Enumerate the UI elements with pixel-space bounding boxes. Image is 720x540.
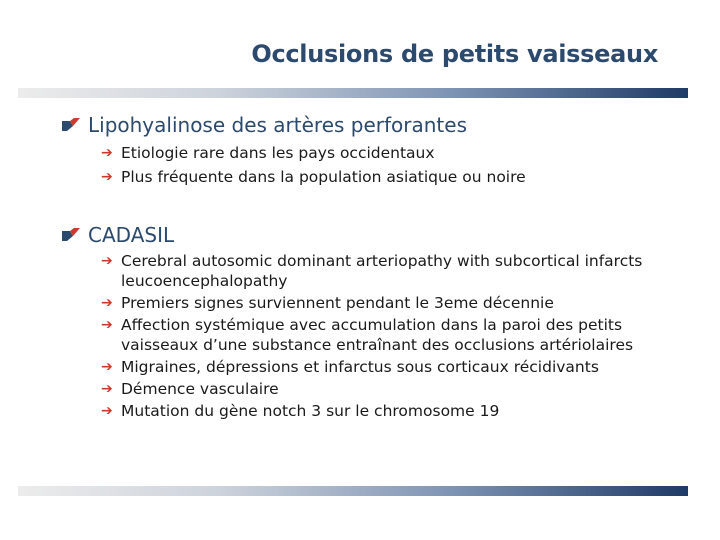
bottom-divider-bar — [18, 486, 688, 496]
list-item — [101, 141, 526, 165]
slide-title: Occlusions de petits vaisseaux — [251, 40, 658, 68]
folded-ribbon-icon — [62, 228, 80, 242]
list-item — [101, 293, 661, 313]
list-item — [101, 379, 661, 399]
section-heading — [62, 222, 692, 248]
bullet-list — [101, 141, 526, 189]
list-item-text: Etiologie rare dans les pays occidentaux — [121, 144, 435, 162]
list-item-text: Plus fréquente dans la population asiatique ou noire — [121, 168, 526, 186]
top-divider-bar — [18, 88, 688, 98]
section-heading — [62, 112, 526, 138]
bullet-list — [101, 251, 661, 421]
list-item-text: Premiers signes surviennent pendant le 3eme décennie — [121, 294, 554, 312]
list-item — [101, 401, 661, 421]
list-item — [101, 165, 526, 189]
section-heading-text: Lipohyalinose des artères perforantes — [88, 113, 467, 137]
list-item — [101, 251, 661, 291]
list-item — [101, 357, 661, 377]
right-arrow-icon: ➔ — [101, 381, 113, 397]
right-arrow-icon: ➔ — [101, 145, 113, 161]
section-heading-text: CADASIL — [88, 223, 175, 247]
folded-ribbon-icon — [62, 118, 80, 132]
right-arrow-icon: ➔ — [101, 295, 113, 311]
list-item-text: Affection systémique avec accumulation dans la paroi des petits vaisseaux d’une substance entraînant des occlusions artériolaires — [121, 316, 634, 354]
right-arrow-icon: ➔ — [101, 359, 113, 375]
list-item — [101, 315, 661, 355]
list-item-text: Mutation du gène notch 3 sur le chromosome 19 — [121, 402, 500, 420]
right-arrow-icon: ➔ — [101, 317, 113, 333]
list-item-text: Cerebral autosomic dominant arteriopathy with subcortical infarcts leucoencephalopathy — [121, 252, 643, 290]
list-item-text: Démence vasculaire — [121, 380, 279, 398]
right-arrow-icon: ➔ — [101, 169, 113, 185]
right-arrow-icon: ➔ — [101, 403, 113, 419]
list-item-text: Migraines, dépressions et infarctus sous corticaux récidivants — [121, 358, 599, 376]
section-lipohyalinose — [62, 112, 526, 189]
right-arrow-icon: ➔ — [101, 253, 113, 269]
section-cadasil — [62, 222, 692, 423]
